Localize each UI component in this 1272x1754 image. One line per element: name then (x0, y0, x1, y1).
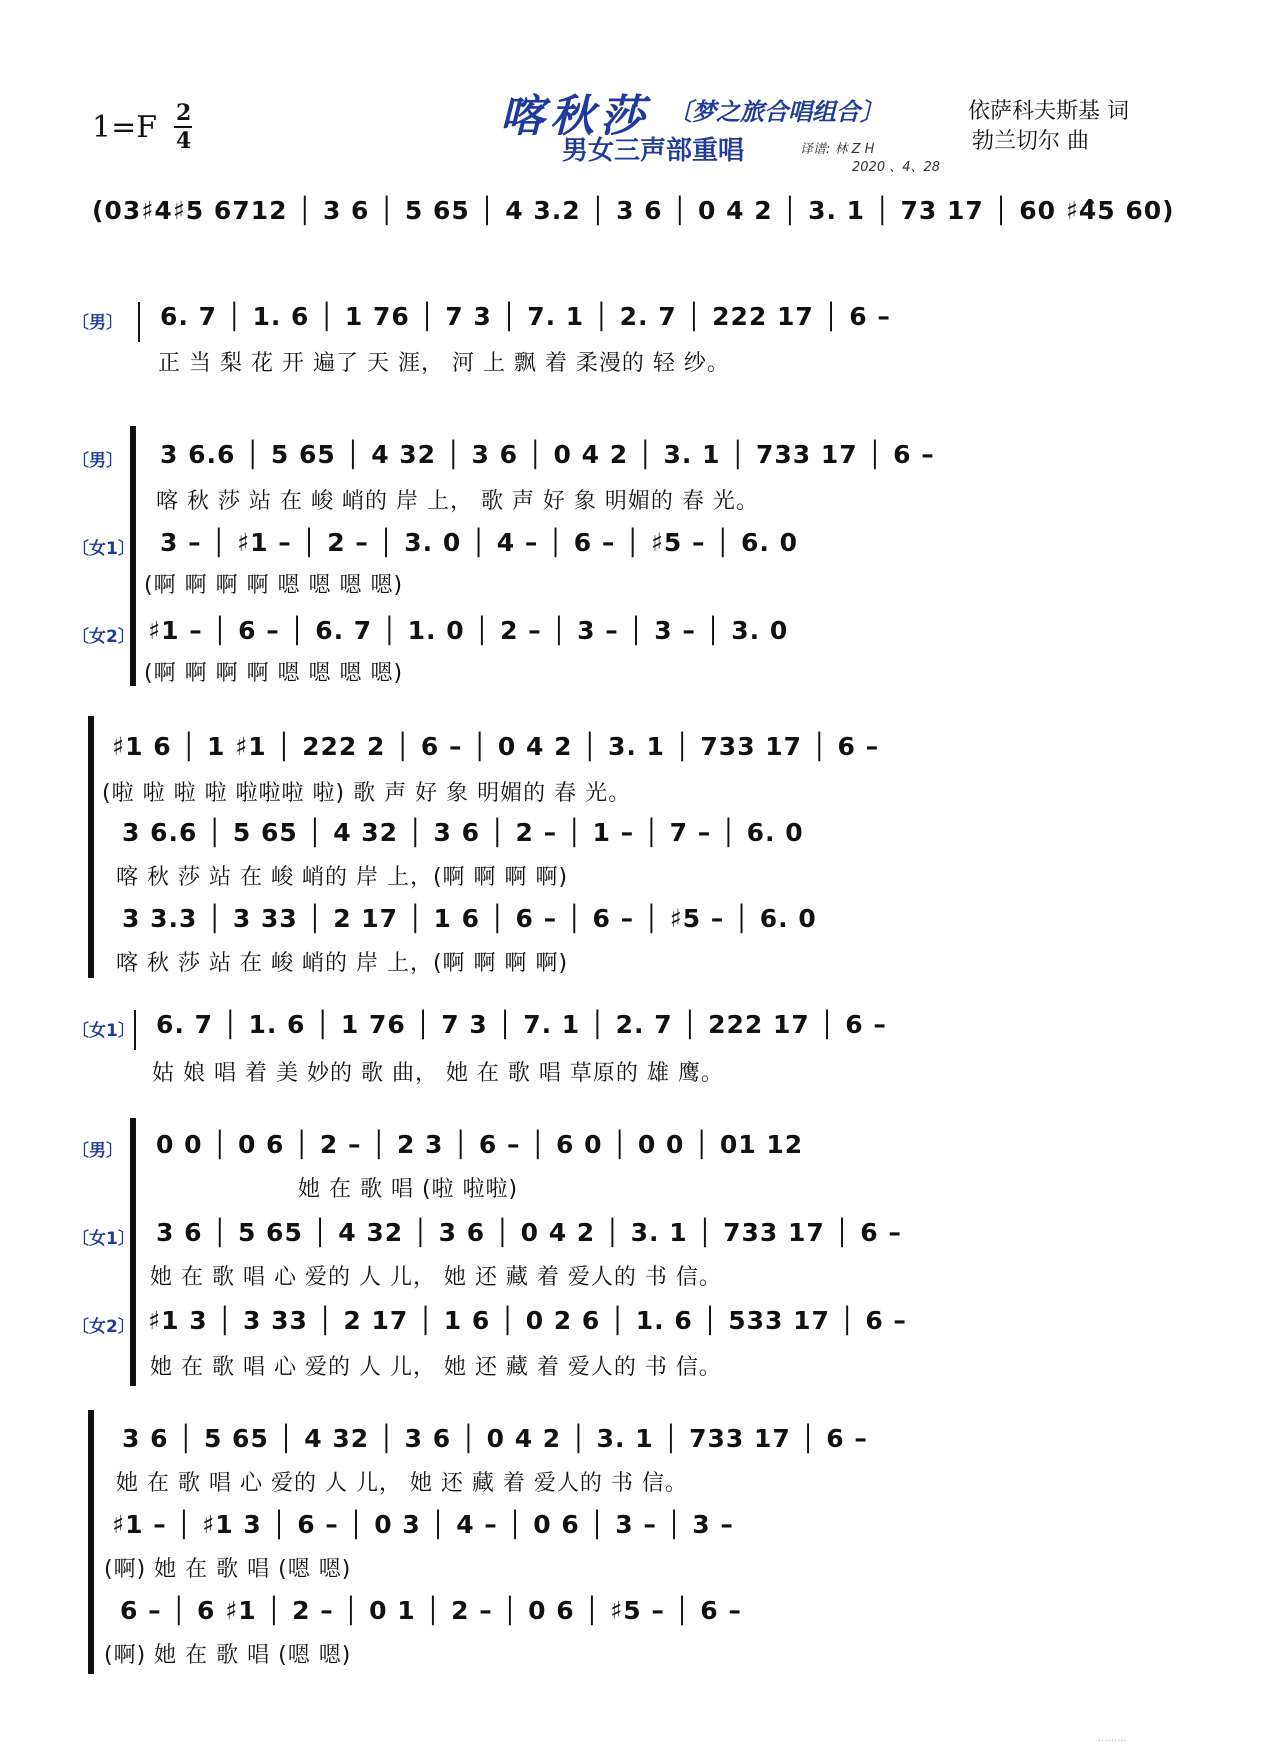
arranger: 译谱: 林 Z H (800, 142, 875, 157)
score-header (0, 0, 1272, 175)
notation-line: 3 6.6 │ 5 65 │ 4 32 │ 3 6 │ 0 4 2 │ 3. 1 │ 733 17 │ 6 – (160, 440, 935, 469)
system-7-voice2 (0, 1510, 1272, 1590)
lyrics-line: 她 在 歌 唱 心 爱的 人 儿， 她 还 藏 着 爱人的 书 信。 (150, 1265, 722, 1290)
lyrics-line: (啊 啊 啊 啊 嗯 嗯 嗯 嗯) (144, 573, 404, 598)
system-5 (0, 1010, 1272, 1090)
part-label-male: 〔男〕 (72, 1141, 123, 1161)
notation-line: 3 6.6 │ 5 65 │ 4 32 │ 3 6 │ 2 – │ 1 – │ 7 – │ 6. 0 (122, 818, 804, 847)
system-6-male (0, 1130, 1272, 1210)
notation-line: ♯1 – │ ♯1 3 │ 6 – │ 0 3 │ 4 – │ 0 6 │ 3 – │ 3 – (112, 1510, 734, 1539)
lyrics-line: (啊 啊 啊 啊 嗯 嗯 嗯 嗯) (144, 661, 404, 686)
lyricist: 依萨科夫斯基 词 (968, 99, 1129, 124)
lyrics-line: 她 在 歌 唱 心 爱的 人 儿， 她 还 藏 着 爱人的 书 信。 (116, 1471, 688, 1496)
arrangement-date: 2020 、4、28 (852, 160, 941, 175)
song-title: 喀秋莎 (500, 91, 650, 142)
system-6-female1 (0, 1218, 1272, 1298)
notation-line: 0 0 │ 0 6 │ 2 – │ 2 3 │ 6 – │ 6 0 │ 0 0 │ 01 12 (156, 1130, 804, 1159)
system-2 (0, 302, 1272, 382)
watermark: ········· (1098, 1736, 1127, 1747)
lyrics-line: 喀 秋 莎 站 在 峻 峭的 岸 上， 歌 声 好 象 明媚的 春 光。 (156, 489, 759, 514)
lyrics-line: 她 在 歌 唱 心 爱的 人 儿， 她 还 藏 着 爱人的 书 信。 (150, 1355, 722, 1380)
part-label-female1: 〔女1〕 (72, 539, 135, 559)
lyrics-line: 喀 秋 莎 站 在 峻 峭的 岸 上，(啊 啊 啊 啊) (116, 865, 569, 890)
notation-line: (03♯4♯5 6712 │ 3 6 │ 5 65 │ 4 3.2 │ 3 6 │ 0 4 2 │ 3. 1 │ 73 17 │ 60 ♯4̂5 60) (92, 196, 1175, 225)
notation-line: 6 – │ 6 ♯1 │ 2 – │ 0 1 │ 2 – │ 0 6 │ ♯5 – │ 6 – (120, 1596, 742, 1625)
system-3-female2 (0, 616, 1272, 696)
arrangement-title: 男女三声部重唱 (562, 136, 745, 166)
system-4-voice3 (0, 904, 1272, 984)
lyrics-line: (啊) 她 在 歌 唱 (嗯 嗯) (104, 1557, 352, 1582)
system-4-voice1 (0, 732, 1272, 812)
part-label-male: 〔男〕 (72, 313, 123, 333)
composer: 勃兰切尔 曲 (972, 129, 1089, 154)
notation-line: ♯1 – │ 6 – │ 6. 7 │ 1. 0 │ 2 – │ 3 – │ 3 – │ 3. 0 (148, 616, 789, 645)
lyrics-line: 她 在 歌 唱 (啦 啦啦) (298, 1177, 519, 1202)
notation-line: 6. 7 │ 1. 6 │ 1 76 │ 7 3 │ 7. 1 │ 2. 7 │ 222 17 │ 6 – (156, 1010, 887, 1039)
system-7-voice1 (0, 1424, 1272, 1504)
notation-line: ♯1 3 │ 3 33 │ 2 17 │ 1 6 │ 0 2 6 │ 1. 6 │ 533 17 │ 6 – (148, 1306, 907, 1335)
key-signature: 1=F (92, 110, 158, 145)
system-intro (0, 196, 1272, 236)
time-signature-top: 2 (176, 100, 192, 126)
notation-line: 3 – │ ♯1 – │ 2 – │ 3. 0 │ 4 – │ 6 – │ ♯5 – │ 6. 0 (160, 528, 798, 557)
barline (138, 302, 140, 342)
time-signature-bottom: 4 (176, 128, 192, 154)
song-subtitle: 〔梦之旅合唱组合〕 (668, 98, 884, 126)
lyrics-line: 正 当 梨 花 开 遍了 天 涯， 河 上 飘 着 柔漫的 轻 纱。 (158, 351, 730, 376)
part-label-female1: 〔女1〕 (72, 1021, 135, 1041)
lyrics-line: (啊) 她 在 歌 唱 (嗯 嗯) (104, 1643, 352, 1668)
lyrics-line: (啦 啦 啦 啦 啦啦啦 啦) 歌 声 好 象 明媚的 春 光。 (102, 781, 632, 806)
lyrics-line: 喀 秋 莎 站 在 峻 峭的 岸 上，(啊 啊 啊 啊) (116, 951, 569, 976)
lyrics-line: 姑 娘 唱 着 美 妙的 歌 曲， 她 在 歌 唱 草原的 雄 鹰。 (152, 1061, 724, 1086)
system-3-female1 (0, 528, 1272, 608)
notation-line: 3 6 │ 5 65 │ 4 32 │ 3 6 │ 0 4 2 │ 3. 1 │ 733 17 │ 6 – (156, 1218, 902, 1247)
part-label-male: 〔男〕 (72, 451, 123, 471)
part-label-female2: 〔女2〕 (72, 627, 135, 647)
system-3-male (0, 440, 1272, 520)
system-6-female2 (0, 1306, 1272, 1386)
notation-line: 6. 7 │ 1. 6 │ 1 76 │ 7 3 │ 7. 1 │ 2. 7 │ 222 17 │ 6 – (160, 302, 891, 331)
system-4-voice2 (0, 818, 1272, 898)
notation-line: 3 6 │ 5 65 │ 4 32 │ 3 6 │ 0 4 2 │ 3. 1 │ 733 17 │ 6 – (122, 1424, 868, 1453)
system-7-voice3 (0, 1596, 1272, 1676)
part-label-female2: 〔女2〕 (72, 1317, 135, 1337)
notation-line: ♯1 6 │ 1 ♯1 │ 222 2 │ 6 – │ 0 4 2 │ 3. 1 │ 733 17 │ 6 – (112, 732, 880, 761)
part-label-female1: 〔女1〕 (72, 1229, 135, 1249)
notation-line: 3 3.3 │ 3 33 │ 2 17 │ 1 6 │ 6 – │ 6 – │ ♯5 – │ 6. 0 (122, 904, 817, 933)
